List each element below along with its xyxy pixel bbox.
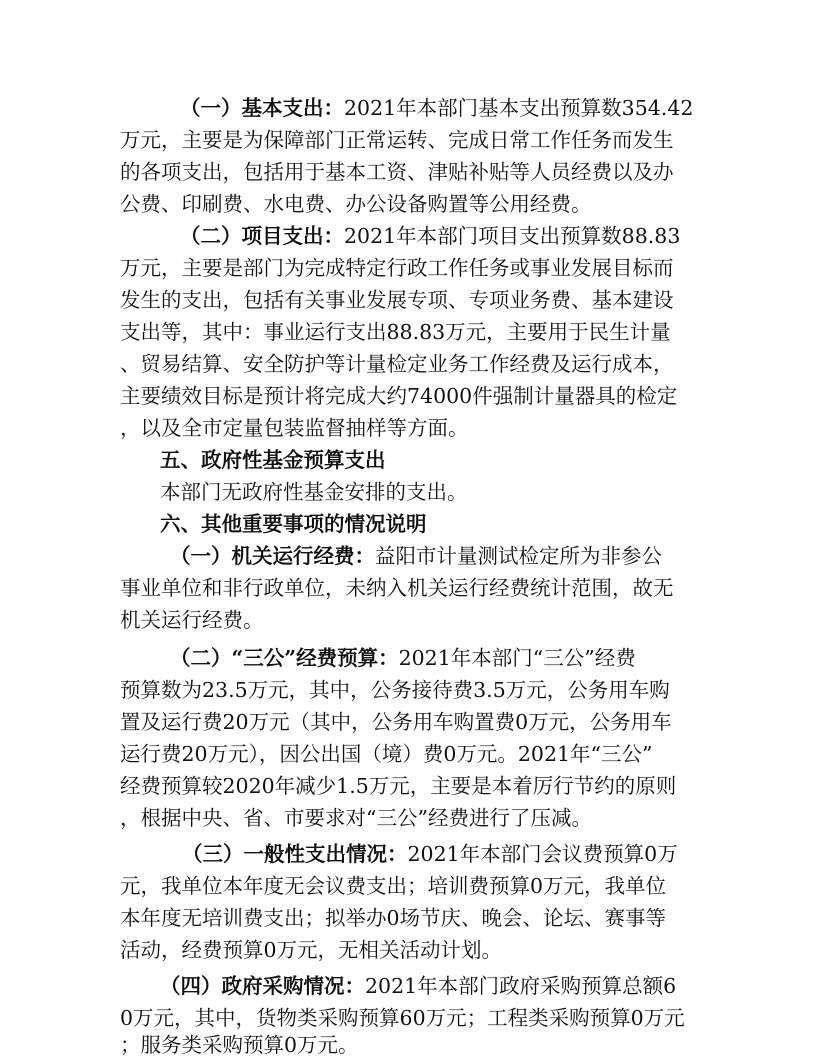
project-expense-line-2: 万元，主要是部门为完成特定行政工作任务或事业发展目标而 (120, 256, 674, 280)
three-public-line-1: （二）“三公”经费预算：2021年本部门“三公”经费 (170, 646, 636, 670)
procurement-label: （四）政府采购情况： (160, 974, 365, 998)
procurement-line-3: ；服务类采购预算0万元。 (120, 1033, 359, 1057)
fund-heading: 五、政府性基金预算支出 (160, 448, 386, 472)
agency-expense-line-1: （一）机关运行经费：益阳市计量测试检定所为非参公 (170, 544, 662, 568)
fund-text: 本部门无政府性基金安排的支出。 (160, 480, 468, 504)
project-expense-line-1: （二）项目支出：2021年本部门项目支出预算数88.83 (180, 224, 681, 248)
agency-expense-line-2: 事业单位和非行政单位，未纳入机关运行经费统计范围，故无 (120, 576, 674, 600)
project-expense-label: （二）项目支出： (180, 224, 344, 248)
basic-expense-line-4: 公费、印刷费、水电费、办公设备购置等公用经费。 (120, 192, 592, 216)
general-expense-line-3: 本年度无培训费支出；拟举办0场节庆、晚会、论坛、赛事等 (120, 906, 667, 930)
project-expense-line-4: 支出等，其中：事业运行支出88.83万元，主要用于民生计量 (120, 320, 671, 344)
basic-expense-line-2: 万元，主要是为保障部门正常运转、完成日常工作任务而发生 (120, 128, 674, 152)
project-expense-line-3: 发生的支出，包括有关事业发展专项、专项业务费、基本建设 (120, 288, 674, 312)
three-public-label: （二）“三公”经费预算： (170, 646, 399, 670)
three-public-line-6: ，根据中央、省、市要求对“三公”经费进行了压减。 (120, 806, 592, 830)
general-expense-line-1: （三）一般性支出情况：2021年本部门会议费预算0万 (182, 842, 678, 866)
general-expense-line-4: 活动，经费预算0万元，无相关活动计划。 (120, 938, 503, 962)
three-public-line-4: 运行费20万元），因公出国（境）费0万元。2021年“三公” (120, 742, 653, 766)
three-public-line-5: 经费预算较2020年减少1.5万元，主要是本着厉行节约的原则 (120, 774, 677, 798)
basic-expense-line-1: （一）基本支出：2021年本部门基本支出预算数354.42 (180, 96, 694, 120)
other-matters-heading: 六、其他重要事项的情况说明 (160, 512, 427, 536)
general-expense-line-2: 元，我单位本年度无会议费支出；培训费预算0万元，我单位 (120, 874, 667, 898)
project-expense-line-7: ，以及全市定量包装监督抽样等方面。 (120, 416, 469, 440)
general-expense-label: （三）一般性支出情况： (182, 842, 408, 866)
agency-expense-label: （一）机关运行经费： (170, 544, 375, 568)
project-expense-line-5: 、贸易结算、安全防护等计量检定业务工作经费及运行成本， (120, 352, 674, 376)
agency-expense-line-3: 机关运行经费。 (120, 608, 264, 632)
basic-expense-line-3: 的各项支出，包括用于基本工资、津贴补贴等人员经费以及办 (120, 160, 674, 184)
basic-expense-label: （一）基本支出： (180, 96, 344, 120)
three-public-line-3: 置及运行费20万元（其中，公务用车购置费0万元，公务用车 (120, 710, 672, 734)
procurement-line-1: （四）政府采购情况：2021年本部门政府采购预算总额6 (160, 974, 677, 998)
project-expense-line-6: 主要绩效目标是预计将完成大约74000件强制计量器具的检定 (120, 384, 678, 408)
three-public-line-2: 预算数为23.5万元，其中，公务接待费3.5万元，公务用车购 (120, 678, 670, 702)
procurement-line-2: 0万元，其中，货物类采购预算60万元；工程类采购预算0万元 (120, 1006, 685, 1030)
